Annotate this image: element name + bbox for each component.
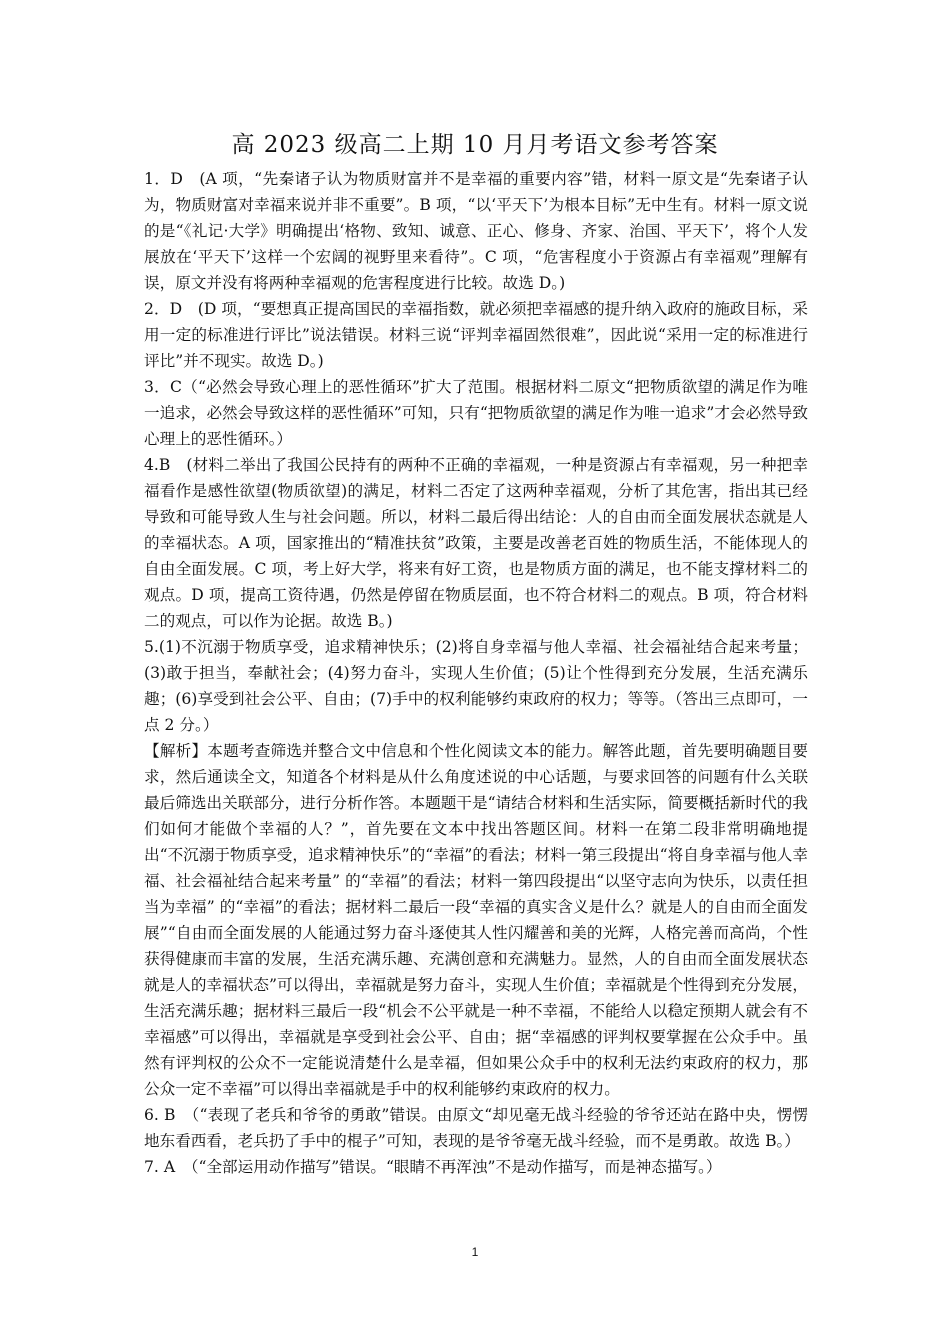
- answer-3: 3．C（“必然会导致心理上的恶性循环”扩大了范围。根据材料二原文“把物质欲望的满足作为唯一追求，必然会导致这样的恶性循环”可知，只有“把物质欲望的满足作为唯一追求”才会必然导致心理上的恶性循环。）: [144, 378, 808, 448]
- document-title: 高 2023 级高二上期 10 月月考语文参考答案: [231, 132, 719, 158]
- answer-7: 7. A （“全部运用动作描写”错误。“眼睛不再浑浊”不是动作描写，而是神态描写。）: [144, 1158, 722, 1176]
- answer-5-analysis: 【解析】本题考查筛选并整合文中信息和个性化阅读文本的能力。解答此题，首先要明确题目要求，然后通读全文，知道各个材料是从什么角度述说的中心话题，与要求回答的问题有什么关联最后筛选出关联部分，进行分析作答。本题题干是“请结合材料和生活实际，简要概括新时代的我们如何才能做个幸福的人？”，首先要在文本中找出答题区间。材料一在第二段非常明确地提出“不沉溺于物质享受，追求精神快乐”的“幸福”的看法；材料一第三段提出“将自身幸福与他人幸福、社会福祉结合起来考量” 的“幸福”的看法；材料一第四段提出“以坚守志向为快乐，以责任担当为幸福” 的“幸福”的看法；据材料二最后一段“幸福的真实含义是什么？就是人的自由而全面发展”“自由而全面发展的人能通过努力奋斗逐使其人性闪耀善和美的光辉，人格完善而高尚，个性获得健康而丰富的发展，生活充满乐趣、充满创意和充满魅力。显然，人的自由而全面发展状态就是人的幸福状态”可以得出，幸福就是努力奋斗，实现人生价值；幸福就是个性得到充分发展，生活充满乐趣；据材料三最后一段“机会不公平就是一种不幸福，不能给人以稳定预期人就会有不幸福感”可以得出，幸福就是享受到社会公平、自由；据“幸福感的评判权要掌握在公众手中。虽然有评判权的公众不一定能说清楚什么是幸福，但如果公众手中的权利无法约束政府的权力，那公众一定不幸福”可以得出幸福就是手中的权利能够约束政府的权力。: [144, 742, 808, 1098]
- answer-2: 2．D (D 项，“要想真正提高国民的幸福指数，就必须把幸福感的提升纳入政府的施政目标，采用一定的标准进行评比”说法错误。材料三说“评判幸福固然很难”，因此说“采用一定的标准进行评比”并不现实。故选 D。): [144, 300, 808, 370]
- answer-list: [144, 166, 808, 1180]
- answer-4: 4.B (材料二举出了我国公民持有的两种不正确的幸福观，一种是资源占有幸福观，另一种把幸福看作是感性欲望(物质欲望)的满足，材料二否定了这两种幸福观，分析了其危害，指出其已经导致和可能导致人生与社会问题。所以，材料二最后得出结论：人的自由而全面发展状态就是人的幸福状态。A 项，国家推出的“精准扶贫”政策，主要是改善老百姓的物质生活，不能体现人的自由全面发展。C 项，考上好大学，将来有好工资，也是物质方面的满足，也不能支撑材料二的观点。D 项，提高工资待遇，仍然是停留在物质层面，也不符合材料二的观点。B 项，符合材料二的观点，可以作为论据。故选 B。): [144, 456, 808, 630]
- answer-5: 5.(1)不沉溺于物质享受，追求精神快乐；(2)将自身幸福与他人幸福、社会福祉结合起来考量；(3)敢于担当，奉献社会；(4)努力奋斗，实现人生价值；(5)让个性得到充分发展，生活充满乐趣；(6)享受到社会公平、自由；(7)手中的权利能够约束政府的权力；等等。（答出三点即可，一点 2 分。）: [144, 638, 808, 734]
- page-number: 1: [471, 1245, 479, 1259]
- answer-1: 1．D (A 项，“先秦诸子认为物质财富并不是幸福的重要内容”错，材料一原文是“先秦诸子认为，物质财富对幸福来说并非不重要”。B 项，“以‘平天下’为根本目标”无中生有。材料一原文说的是“《礼记·大学》明确提出‘格物、致知、诚意、正心、修身、齐家、治国、平天下’，将个人发展放在‘平天下’这样一个宏阔的视野里来看待”。C 项，“危害程度小于资源占有幸福观”理解有误，原文并没有将两种幸福观的危害程度进行比较。故选 D。): [144, 170, 808, 292]
- answer-6: 6. B （“表现了老兵和爷爷的勇敢”错误。由原文“却见毫无战斗经验的爷爷还站在路中央，愣愣地东看西看，老兵扔了手中的棍子”可知，表现的是爷爷毫无战斗经验，而不是勇敢。故选 B。）: [144, 1106, 808, 1150]
